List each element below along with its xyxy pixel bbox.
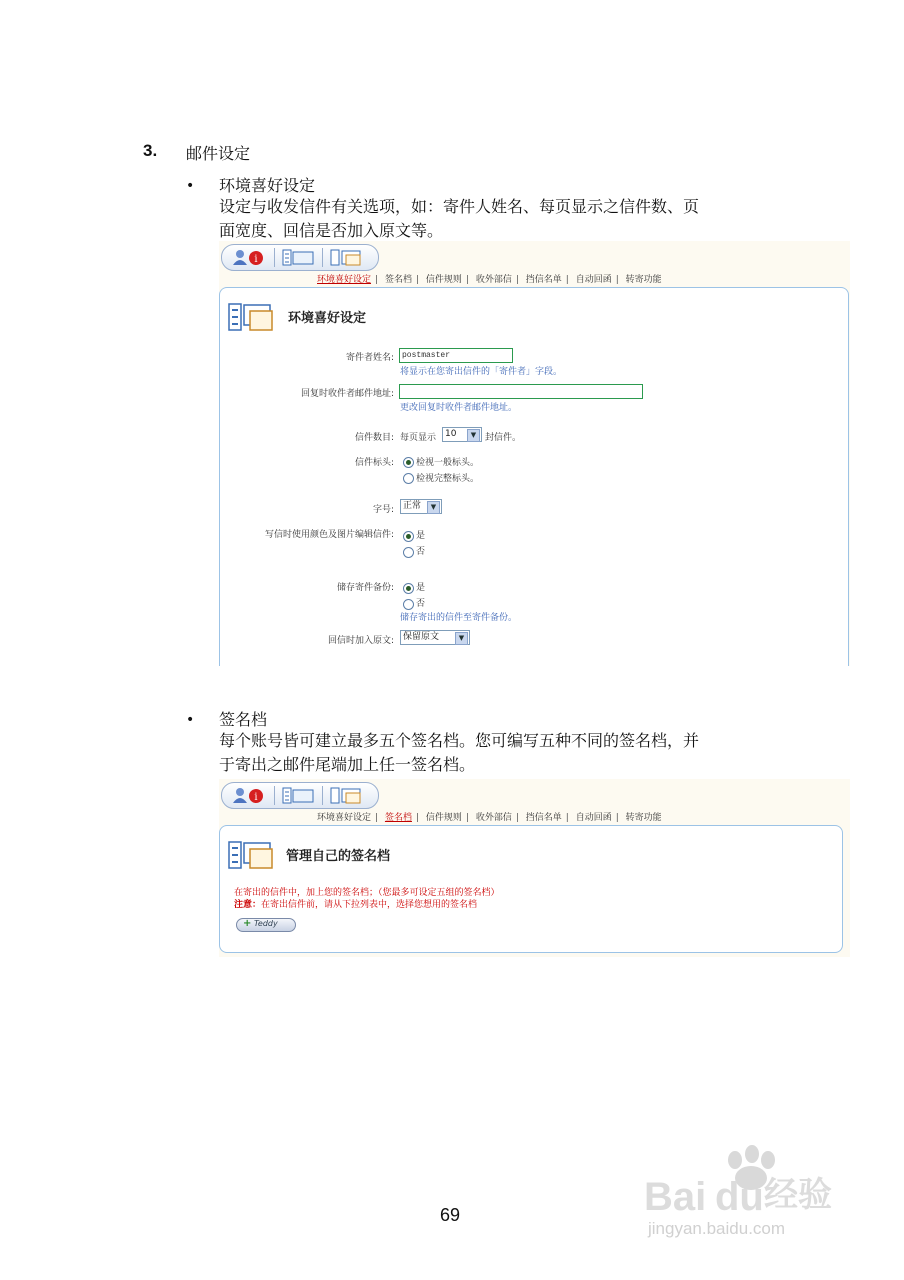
tab-signature[interactable]: 签名档 bbox=[384, 813, 412, 823]
quote-original-select[interactable] bbox=[400, 630, 470, 645]
item-1-desc-line1: 设定与收发信件有关选项，如：寄件人姓名、每页显示之信件数、页 bbox=[219, 197, 700, 216]
font-size-select[interactable] bbox=[400, 499, 442, 514]
color-editor-no-label: 否 bbox=[416, 547, 426, 557]
color-editor-no-radio[interactable] bbox=[403, 547, 414, 558]
plus-icon: + bbox=[243, 918, 252, 929]
tab-blocklist[interactable]: 挡信名单 bbox=[525, 275, 562, 285]
reply-address-label: 回复时收件者邮件地址: bbox=[300, 389, 394, 399]
tab-forward[interactable]: 转寄功能 bbox=[625, 275, 662, 285]
sender-name-hint: 将显示在您寄出信件的「寄件者」字段。 bbox=[400, 367, 563, 377]
save-sent-yes-radio[interactable] bbox=[403, 583, 414, 594]
signature-info: 在寄出的信件中，加上您的签名档；（您最多可设定五组的签名档） bbox=[234, 888, 500, 898]
tab-preferences[interactable]: 环境喜好设定 bbox=[317, 275, 372, 285]
settings-icon[interactable] bbox=[330, 249, 364, 266]
screenshot-preferences bbox=[219, 241, 850, 666]
chevron-down-icon[interactable]: ▼ bbox=[455, 632, 468, 645]
tab-bar bbox=[317, 810, 666, 823]
tab-separator: | bbox=[565, 275, 569, 285]
font-size-label: 字号: bbox=[372, 505, 394, 515]
headers-full-label: 检视完整标头。 bbox=[416, 474, 480, 484]
panel-title: 管理自己的签名档 bbox=[286, 849, 391, 864]
section-title: 邮件设定 bbox=[186, 144, 251, 163]
tab-separator: | bbox=[375, 275, 379, 285]
tab-rules[interactable]: 信件规则 bbox=[425, 275, 462, 285]
message-count-value: 10 bbox=[445, 429, 457, 439]
headers-full-radio[interactable] bbox=[403, 473, 414, 484]
svg-text:du: du bbox=[715, 1175, 764, 1219]
toolbar-separator bbox=[274, 786, 275, 805]
tab-separator: | bbox=[465, 275, 469, 285]
tab-signature[interactable]: 签名档 bbox=[384, 275, 412, 285]
color-editor-yes-radio[interactable] bbox=[403, 531, 414, 542]
sender-name-input[interactable]: postmaster bbox=[399, 348, 513, 363]
sender-name-label: 寄件者姓名: bbox=[345, 353, 394, 363]
tab-external-mail[interactable]: 收外部信 bbox=[475, 813, 512, 823]
item-1-title: 环境喜好设定 bbox=[219, 176, 316, 195]
color-editor-label: 写信时使用颜色及图片编辑信件: bbox=[264, 530, 394, 540]
toolbar-separator bbox=[274, 248, 275, 267]
quote-original-label: 回信时加入原文: bbox=[327, 636, 394, 646]
folders-icon[interactable] bbox=[282, 787, 316, 804]
tab-auto-reply[interactable]: 自动回函 bbox=[575, 813, 612, 823]
font-size-value: 正常 bbox=[403, 501, 422, 511]
toolbar-separator bbox=[322, 248, 323, 267]
note-label: 注意： bbox=[234, 900, 262, 910]
reply-address-input[interactable] bbox=[399, 384, 643, 399]
tab-preferences[interactable]: 环境喜好设定 bbox=[317, 813, 372, 823]
tab-separator: | bbox=[515, 813, 519, 823]
message-count-suffix: 封信件。 bbox=[485, 433, 522, 443]
tab-separator: | bbox=[375, 813, 379, 823]
color-editor-yes-label: 是 bbox=[416, 531, 426, 541]
toolbar bbox=[221, 782, 379, 809]
section-number: 3. bbox=[143, 141, 158, 160]
svg-text:i: i bbox=[254, 792, 258, 803]
headers-normal-label: 检视一般标头。 bbox=[416, 458, 480, 468]
item-2-description bbox=[219, 729, 779, 777]
headers-normal-radio[interactable] bbox=[403, 457, 414, 468]
page-number: 69 bbox=[440, 1205, 461, 1225]
svg-text:i: i bbox=[254, 254, 258, 265]
tab-separator: | bbox=[515, 275, 519, 285]
tab-separator: | bbox=[415, 813, 419, 823]
baidu-watermark-logo bbox=[640, 1140, 850, 1240]
item-1-desc-line2: 面宽度、回信是否加入原文等。 bbox=[219, 221, 444, 240]
screenshot-signatures bbox=[219, 779, 850, 957]
headers-label: 信件标头: bbox=[354, 458, 394, 468]
tab-separator: | bbox=[615, 275, 619, 285]
toolbar-separator bbox=[322, 786, 323, 805]
bullet-2: • bbox=[186, 712, 195, 728]
svg-text:经验: 经验 bbox=[764, 1175, 832, 1215]
svg-text:jingyan.baidu.com: jingyan.baidu.com bbox=[648, 1219, 786, 1238]
reply-address-hint: 更改回复时收件者邮件地址。 bbox=[400, 403, 518, 413]
tab-separator: | bbox=[565, 813, 569, 823]
user-info-icon[interactable] bbox=[232, 249, 266, 266]
signature-note bbox=[234, 897, 477, 910]
tab-separator: | bbox=[615, 813, 619, 823]
item-2-desc-line2: 于寄出之邮件尾端加上任一签名档。 bbox=[219, 755, 476, 774]
message-count-prefix: 每页显示 bbox=[400, 433, 437, 443]
tab-blocklist[interactable]: 挡信名单 bbox=[525, 813, 562, 823]
tab-bar bbox=[317, 272, 666, 285]
preferences-panel bbox=[219, 287, 849, 666]
signatures-panel bbox=[219, 825, 843, 953]
item-2-desc-line1: 每个账号皆可建立最多五个签名档。您可编写五种不同的签名档，并 bbox=[219, 731, 700, 750]
tab-separator: | bbox=[465, 813, 469, 823]
save-sent-hint: 储存寄出的信件至寄件备份。 bbox=[400, 613, 518, 623]
add-signature-button[interactable] bbox=[236, 918, 296, 932]
tab-auto-reply[interactable]: 自动回函 bbox=[575, 275, 612, 285]
folders-icon[interactable] bbox=[282, 249, 316, 266]
item-1-description bbox=[219, 195, 779, 243]
add-signature-label: Teddy bbox=[254, 919, 278, 928]
signatures-header-icon bbox=[228, 840, 274, 870]
quote-original-value: 保留原文 bbox=[403, 632, 440, 642]
chevron-down-icon[interactable]: ▼ bbox=[467, 429, 480, 442]
bullet-1: • bbox=[186, 178, 195, 194]
message-count-select[interactable] bbox=[442, 427, 482, 442]
message-count-label: 信件数目: bbox=[354, 433, 394, 443]
save-sent-no-radio[interactable] bbox=[403, 599, 414, 610]
tab-separator: | bbox=[415, 275, 419, 285]
save-sent-no-label: 否 bbox=[416, 599, 426, 609]
toolbar bbox=[221, 244, 379, 271]
tab-rules[interactable]: 信件规则 bbox=[425, 813, 462, 823]
preferences-header-icon bbox=[228, 302, 274, 332]
panel-title: 环境喜好设定 bbox=[288, 311, 367, 326]
tab-external-mail[interactable]: 收外部信 bbox=[475, 275, 512, 285]
note-text: 在寄出信件前，请从下拉列表中，选择您想用的签名档 bbox=[261, 900, 478, 910]
settings-icon[interactable] bbox=[330, 787, 364, 804]
svg-text:Bai: Bai bbox=[644, 1175, 707, 1219]
tab-forward[interactable]: 转寄功能 bbox=[625, 813, 662, 823]
item-2-title: 签名档 bbox=[219, 710, 268, 729]
chevron-down-icon[interactable]: ▼ bbox=[427, 501, 440, 514]
save-sent-yes-label: 是 bbox=[416, 583, 426, 593]
user-info-icon[interactable] bbox=[232, 787, 266, 804]
save-sent-label: 储存寄件备份: bbox=[336, 583, 394, 593]
